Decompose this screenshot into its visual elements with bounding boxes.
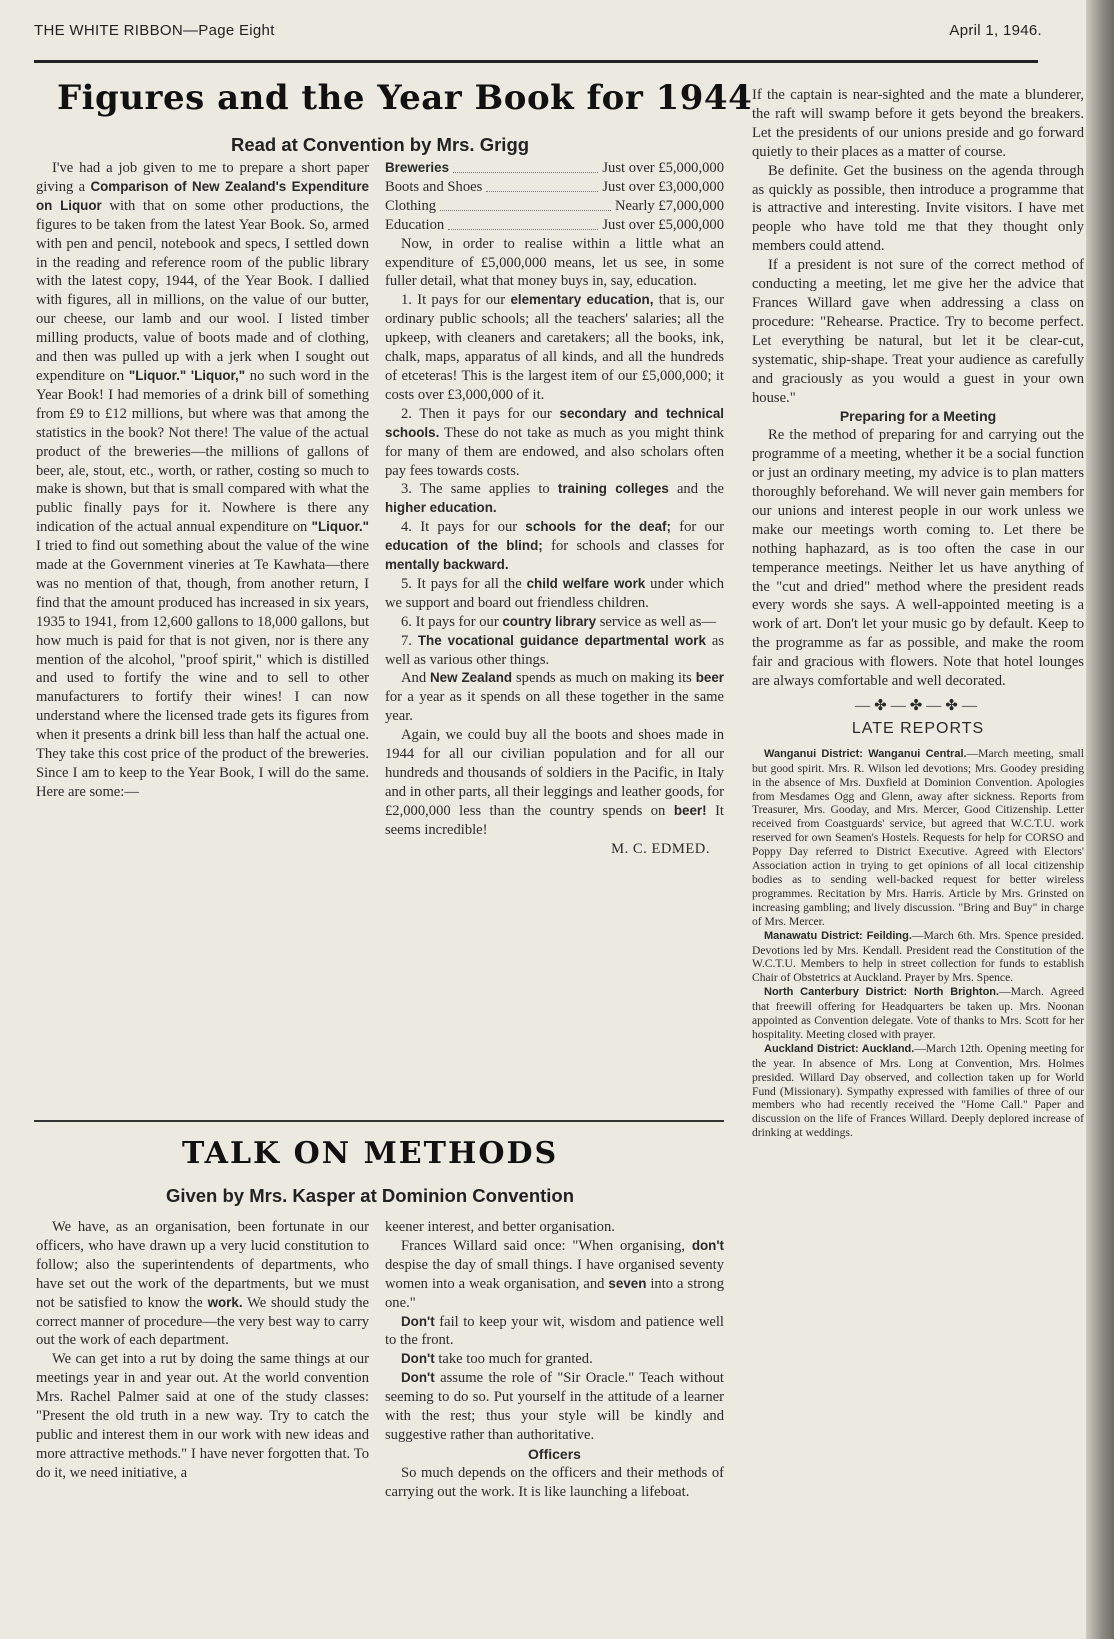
section-rule — [34, 1120, 724, 1122]
article1-column-1 — [36, 159, 369, 1079]
report-item: North Canterbury District: North Brighton.—March. Agreed that freewill offering for Headquarters be taken up. Mrs. Noonan appointed as Convention delegate. Vote of thanks to Mrs. Scott for her hospitality. Meeting closed with prayer. — [752, 985, 1084, 1041]
article-title: Figures and the Year Book for 1944 — [57, 78, 753, 118]
list-item: 2. Then it pays for our secondary and technical schools. These do not take as much as you might think for many of them are endowed, and also scholars often pay fees towards costs. — [385, 405, 724, 479]
paragraph: Re the method of preparing for and carrying out the programme of a meeting, whether it be a social function or just an ordinary meeting, my advice is to plan matters thoroughly beforehand. We will never gain members for our unions and interest people in our work unless we make our meetings worth coming to. Let there be nothing haphazard, as is too often the case in our temperance meetings. Neither let us have anything of the "cut and dried" method where the president reads every words she says. A well-appointed meeting is a work of art. Don't let your music go by default. Keep to the programme as far as possible, and make the room fair and gracious with flowers. Note that hotel lounges are always comfortable and well decorated. — [752, 427, 1084, 690]
report-item: Manawatu District: Feilding.—March 6th. Mrs. Spence presided. Devotions led by Mrs. Kendall. President read the Constitution of the W.C.T.U. Members to help in street collection for funds to establish Chair of Obstetrics at Auckland. Prayer by Mrs. Spence. — [752, 928, 1084, 985]
paragraph: Again, we could buy all the boots and shoes made in 1944 for all our civilian population and for all our hundreds and thousands of soldiers in the Pacific, in Italy and in other parts, all their leggings and leather goods, for £2,000,000 less than the country spends on beer! It seems incredible! — [385, 727, 724, 838]
paragraph: We can get into a rut by doing the same things at our meetings year in and year out. At the world convention Mrs. Rachel Palmer said at one of the study classes: "Present the old truth in a new way. Try to catch the public and interest them in our work with new ideas and more attractive methods." I have never forgotten that. To do it, we need initiative, a — [36, 1351, 369, 1481]
paragraph: If a president is not sure of the correct method of conducting a meeting, let me give her the advice that Frances Willard gave when addressing a class on procedure: "Rehearse. Practice. Try to become perfect. Let everything be natural, but let it be clear-cut, systematic, ship-shape. Treat your audience as carefully and graciously as you would a guest in your own house." — [752, 257, 1084, 406]
paragraph: Frances Willard said once: "When organising, don't despise the day of small things. I have organised seventy women into a weak organisation, and seven into a strong one." — [385, 1237, 724, 1311]
article2-subtitle: Given by Mrs. Kasper at Dominion Convention — [165, 1185, 575, 1206]
paragraph: Now, in order to realise within a little what an expenditure of £5,000,000 means, let us see, in some fuller detail, what that money buys in, say, education. — [385, 235, 724, 290]
list-item: 6. It pays for our country library service as well as— — [401, 613, 717, 630]
issue-date: April 1, 1946. — [949, 22, 1042, 39]
paragraph: If the captain is near-sighted and the mate a blunderer, the raft will swamp before it gets beyond the breakers. Let the presidents of our unions preside and go forward quietly to their places as a matter of course. — [752, 87, 1084, 160]
paragraph: Don't assume the role of "Sir Oracle." Teach without seeming to do so. Put yourself in the attitude of a learner with the rest; thus your style will be kindly and suggestive rather than authoritative. — [385, 1370, 724, 1443]
article1-column-2 — [385, 159, 724, 1079]
paragraph: And New Zealand spends as much on making its beer for a year as it spends on all these together in the same year. — [385, 670, 724, 725]
figure-row-breweries: Breweries Just over £5,000,000 — [385, 160, 724, 176]
article-subtitle: Read at Convention by Mrs. Grigg — [230, 134, 530, 155]
article2-title: TALK ON METHODS — [182, 1136, 559, 1171]
late-reports-title: LATE REPORTS — [851, 719, 985, 737]
report-item: Auckland District: Auckland.—March 12th. Opening meeting for the year. In absence of Mrs. Long at Convention, Mrs. Holmes presided. Willard Day observed, and collection taken up for World Fund (Missionary). Sympathy expressed with families of three of our members who had recently received the "Home Call." Paper and discussion on the life of Frances Willard. Deeply deplored increase of drinking at weddings. — [752, 1041, 1084, 1140]
top-rule — [34, 60, 1038, 63]
scan-edge-shadow — [1086, 0, 1114, 1639]
figure-row-education: Education Just over £5,000,000 — [385, 216, 724, 233]
late-reports — [752, 747, 1084, 1140]
article2-column-2 — [385, 1218, 724, 1618]
list-item: 7. The vocational guidance departmental work as well as various other things. — [385, 632, 724, 668]
figure-row-clothing: Clothing Nearly £7,000,000 — [385, 197, 724, 214]
paragraph: I've had a job given to me to prepare a short paper giving a Comparison of New Zealand's Expenditure on Liquor with that on some other productions, the figures to be taken from the latest Year Book. So, armed with pen and pencil, notebook and specs, I settled down in the reading and reference room of the public library with the latest copy, 1944, of the Year Book. I dallied with figures, all in millions, on the value of our butter, our cheese, our lamb and our wool. I listed timber milling products, value of boots made and of clothing, and then was pulled up with a jerk when I sought out expenditure on "Liquor." 'Liquor," no such word in the Year Book! I had memories of a drink bill of something from £9 to £12 millions, but where was that among the statistics in the book? Not there! The value of the actual product of the breweries—the millions of gallons of beer, ale, stout, etc., worth, or rather, costing so much to make is shown, but that is small compared with what the public finally pays for it. Nowhere is there any indication of the actual annual expenditure on "Liquor." I tried to find out something about the value of the wine made at the Government vineries at Te Kawhata—there was no mention of that, though, from another return, I find that the amount produced has increased in six years, 1935 to 1941, from 12,600 gallons to 18,000 gallons, but how much is paid for that is not given, nor is there any mention of the alcohol, "proof spirit," which is distilled and used to fortify the wine and to sell to other manufacturers to fortify their wines! I can now understand where the licensed trade gets its figures from when it presents a drink bill less than half the actual one. They take this cost price of the product of the breweries. Since I am to keep to the Year Book, I will do the same. Here are some:— — [36, 160, 369, 800]
report-item: Wanganui District: Wanganui Central.—March meeting, small but good spirit. Mrs. R. Wilson led devotions; Mrs. Goodey presiding in the absence of Mrs. Duxfield at Dominion Convention. Apologies from Mesdames Ogg and Glenn, away after sickness. Reports from Treasurer, Mrs. Gooday, and Mrs. Mercer, Good Citizenship. Letter received from Coastguards' service, but agreed that W.C.T.U. work reserved for own Seamen's Hostels. Requests for help for CORSO and Poppy Day referred to District Executive. Agreed with Electors' Association action in trying to get opinions of all local citizenship bodies as to sending well-backed request for better wireless programmes. Recitation by Mrs. Harris. Article by Mrs. Grinsted on increasing gambling; and lively discussion. "Bring and Buy" in charge of Mrs. Mercer. — [752, 746, 1084, 928]
list-item: 4. It pays for our schools for the deaf; for our education of the blind; for schools and classes for mentally backward. — [385, 519, 724, 573]
section-heading: Officers — [528, 1445, 581, 1462]
paragraph: Don't take too much for granted. — [401, 1351, 593, 1368]
article2-column-1 — [36, 1218, 369, 1618]
paragraph: keener interest, and better organisation. — [385, 1219, 615, 1235]
list-item: 1. It pays for our elementary education, that is, our ordinary public schools; all the teachers' salaries; all the upkeep, with cleaners and caretakers; all the books, ink, chalk, maps, apparatus of all kinds, and all the hundreds of etceteras! This is the largest item of our £5,000,000; it costs over £3,000,000 of it. — [385, 292, 724, 403]
publication-name: THE WHITE RIBBON—Page Eight — [34, 22, 275, 39]
list-item: 5. It pays for all the child welfare work under which we support and board out friendless children. — [385, 575, 724, 611]
paragraph: So much depends on the officers and their methods of carrying out the work. It is like launching a lifeboat. — [385, 1464, 724, 1500]
author-signature: M. C. EDMED. — [611, 840, 710, 857]
ornament-divider: —✤—✤—✤— — [855, 698, 981, 714]
paragraph: Don't fail to keep your wit, wisdom and patience well to the front. — [385, 1313, 724, 1349]
section-heading: Preparing for a Meeting — [839, 408, 997, 425]
right-column — [752, 86, 1084, 1621]
paragraph: We have, as an organisation, been fortunate in our officers, who have drawn up a very lucid constitution to follow; also the superintendents of departments, who have set out the work of the departments, but we must not be satisfied to know the work. We should study the correct manner of procedure—the very best way to carry out the work of each department. — [36, 1219, 369, 1349]
list-item: 3. The same applies to training colleges and the higher education. — [385, 481, 724, 516]
paragraph: Be definite. Get the business on the agenda through as quickly as possible, then introduce a programme that is attractive and interesting. Invite visitors. I have met people who have told me that they thought only members could attend. — [752, 162, 1084, 255]
figure-row-boots: Boots and Shoes Just over £3,000,000 — [385, 178, 724, 195]
